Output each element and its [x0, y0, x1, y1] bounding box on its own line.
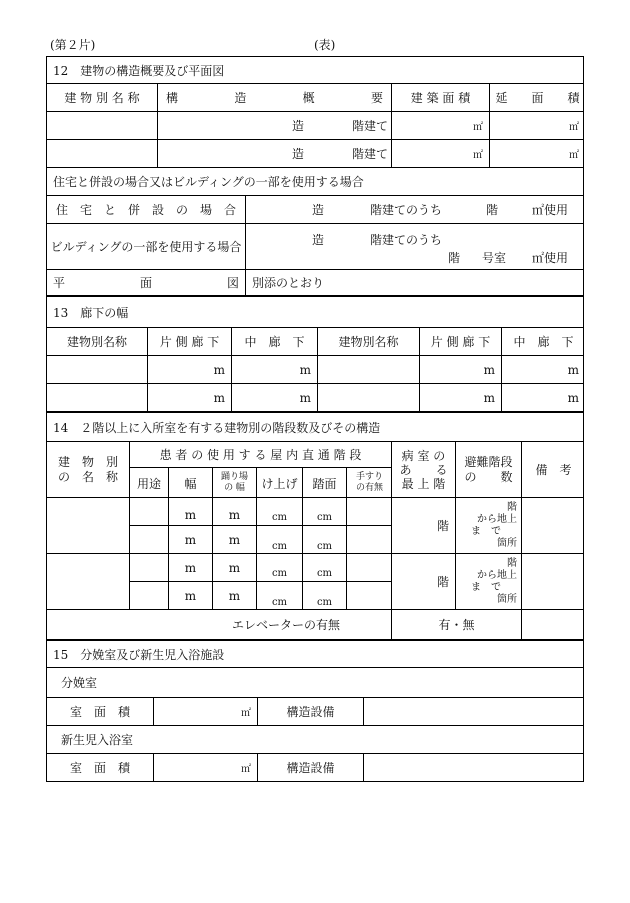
- name-field[interactable]: [317, 384, 419, 411]
- landing-b: の 幅: [224, 483, 245, 493]
- unit-m2: ㎡: [473, 150, 483, 161]
- name-field[interactable]: [47, 384, 147, 411]
- tread-field[interactable]: [302, 526, 346, 554]
- mixed-label: 住 宅 と 併 設 の 場 合: [55, 203, 236, 217]
- escape-a: 避難階段: [464, 454, 513, 469]
- handrail-b: の有無: [355, 483, 383, 493]
- width-field[interactable]: [168, 498, 212, 525]
- equipment-field[interactable]: [363, 698, 585, 725]
- zou-label: 造: [292, 147, 305, 161]
- sub-use: 用途: [136, 476, 161, 491]
- stair-subrow: [130, 554, 391, 582]
- equipment-label: 構造設備: [257, 754, 363, 781]
- landing-field[interactable]: [212, 498, 256, 525]
- riser-field[interactable]: [256, 582, 302, 610]
- s12-bldg-row: [47, 223, 583, 269]
- unit-cm: cm: [271, 512, 288, 523]
- side-field[interactable]: [147, 356, 231, 383]
- ward-b: あ る: [399, 462, 448, 477]
- floor-area-field[interactable]: [489, 140, 585, 167]
- escape-text: [471, 502, 517, 550]
- handrail-field[interactable]: [346, 498, 392, 525]
- building-name-field[interactable]: [47, 554, 129, 609]
- handrail-field[interactable]: [346, 582, 392, 610]
- stairs-fields: [129, 554, 391, 609]
- side-field[interactable]: [419, 356, 501, 383]
- building-area-field[interactable]: [391, 112, 489, 139]
- escape-count: 箇所: [497, 594, 517, 605]
- width-field[interactable]: [168, 526, 212, 554]
- section-14-table: [46, 412, 584, 640]
- col-side-left: 片 側 廊 下: [147, 328, 231, 355]
- handrail-field[interactable]: [346, 526, 392, 554]
- unit-m: m: [483, 362, 495, 377]
- unit-cm: cm: [316, 568, 333, 579]
- bldg-label: ビルディングの一部を使用する場合: [50, 240, 242, 254]
- room-area-field[interactable]: [153, 754, 257, 781]
- struct-a: 構: [166, 91, 179, 105]
- unit-m: m: [184, 508, 197, 522]
- delivery-title-row: [47, 667, 583, 697]
- col-escape: [455, 442, 521, 497]
- center-field[interactable]: [501, 356, 585, 383]
- building-name-field[interactable]: [47, 140, 157, 167]
- escape-count: 箇所: [497, 538, 517, 549]
- unit-m: m: [184, 560, 197, 575]
- col-stairs-group: [129, 442, 391, 497]
- sub-handrail: [346, 468, 392, 498]
- equipment-field[interactable]: [363, 754, 585, 781]
- col-center-left: 中 廊 下: [231, 328, 317, 355]
- structure-field[interactable]: [157, 140, 391, 167]
- landing-a: 踊り場: [220, 472, 248, 482]
- mixed-kaidate: 階建てのうち: [370, 203, 443, 217]
- escape-to: ま で: [471, 526, 501, 537]
- s12-header-row: [47, 83, 583, 111]
- s12-mixed-row: [47, 195, 583, 223]
- s13-data-row: [47, 383, 583, 411]
- escape-from: から地上: [477, 570, 517, 581]
- col-notes: 備 考: [521, 442, 585, 497]
- name-field[interactable]: [317, 356, 419, 383]
- s14-title: 14 ２階以上に入所室を有する建物別の階段数及びその構造: [53, 420, 381, 435]
- col-name-right: 建物別名称: [317, 328, 419, 355]
- newborn-title-row: [47, 725, 583, 753]
- notes-field[interactable]: [521, 498, 585, 553]
- escape-from: から地上: [477, 514, 517, 525]
- tread-field[interactable]: [302, 554, 346, 581]
- escape-field[interactable]: [455, 498, 521, 553]
- bldg-kai: 階: [448, 251, 461, 265]
- unit-m: m: [184, 533, 197, 547]
- col-name-left: 建物別名称: [66, 335, 127, 349]
- room-area-label: 室 面 積: [69, 761, 130, 775]
- center-field[interactable]: [231, 356, 317, 383]
- top-floor-field[interactable]: [391, 498, 455, 553]
- unit-m: m: [228, 508, 241, 522]
- unit-cm: cm: [271, 597, 288, 608]
- col-building-name: 建 物 別 名 称: [64, 91, 140, 105]
- s14-header-row: [47, 441, 583, 497]
- elevator-value[interactable]: 有・無: [391, 610, 521, 639]
- bldg-use: ㎡使用: [532, 251, 569, 265]
- unit-cm: cm: [271, 541, 288, 552]
- tread-field[interactable]: [302, 498, 346, 525]
- s12-title: 12 建物の構造概要及び平面図: [53, 63, 225, 78]
- notes-field[interactable]: [521, 554, 585, 609]
- unit-m: m: [299, 362, 311, 377]
- riser-field[interactable]: [256, 526, 302, 554]
- delivery-title: 分娩室: [61, 676, 98, 690]
- page-number-label: (第２片): [50, 38, 96, 52]
- bldg-field[interactable]: [245, 224, 585, 269]
- escape-b: の 数: [464, 469, 513, 484]
- sub-width: 幅: [168, 468, 212, 498]
- s15-title-row: [47, 641, 583, 667]
- escape-kai: 階: [507, 558, 517, 569]
- kaidate-label: 階建て: [352, 119, 389, 133]
- col-center-right: 中 廊 下: [501, 328, 585, 355]
- zou-label: 造: [292, 119, 305, 133]
- building-name-field[interactable]: [47, 112, 157, 139]
- col-building-area: 建 築 面 積: [391, 84, 489, 111]
- room-area-label: 室 面 積: [69, 705, 130, 719]
- center-field[interactable]: [501, 384, 585, 411]
- s12-plan-row: [47, 269, 583, 295]
- s14-elevator-row: [47, 609, 583, 639]
- landing-field[interactable]: [212, 582, 256, 610]
- width-field[interactable]: [168, 554, 212, 581]
- plan-value: 別添のとおり: [245, 270, 585, 295]
- plan-c: 図: [226, 276, 239, 290]
- sub-tread: 踏面: [302, 468, 346, 498]
- col-side-right: 片 側 廊 下: [419, 328, 501, 355]
- building-name-field[interactable]: [47, 498, 129, 553]
- s14-title-row: [47, 413, 583, 441]
- unit-m: m: [228, 533, 241, 547]
- struct-b: 造: [234, 91, 247, 105]
- delivery-row: [47, 697, 583, 725]
- handrail-a: 手すり: [355, 472, 383, 482]
- stair-subrow: [130, 526, 391, 554]
- top-floor-field[interactable]: [391, 554, 455, 609]
- section-13-table: [46, 296, 584, 412]
- bldg-zou: 造: [312, 233, 325, 247]
- struct-d: 要: [370, 91, 383, 105]
- s15-title: 15 分娩室及び新生児入浴施設: [53, 647, 225, 662]
- center-field[interactable]: [231, 384, 317, 411]
- col-structure-summary: [157, 84, 391, 111]
- name-a: 建 物 別: [57, 454, 118, 469]
- landing-field[interactable]: [212, 526, 256, 554]
- s14-group-row: [47, 553, 583, 609]
- unit-m2: ㎡: [569, 150, 579, 161]
- unit-m: m: [184, 589, 197, 603]
- side-field[interactable]: [147, 384, 231, 411]
- floor-label: 階: [436, 519, 449, 533]
- unit-m: m: [567, 390, 579, 405]
- s12-data-row: [47, 139, 583, 167]
- s14-group-row: [47, 497, 583, 553]
- s13-header-row: [47, 327, 583, 355]
- ward-a: 病 室 の: [401, 448, 446, 463]
- side-field[interactable]: [419, 384, 501, 411]
- s12-data-row: [47, 111, 583, 139]
- tread-field[interactable]: [302, 582, 346, 610]
- stair-subrow: [130, 498, 391, 526]
- escape-to: ま で: [471, 582, 501, 593]
- elevator-notes[interactable]: [521, 610, 585, 639]
- building-area-field[interactable]: [391, 140, 489, 167]
- col-ward-top: [391, 442, 455, 497]
- unit-m: m: [567, 362, 579, 377]
- col-floor-area: 延 面 積: [489, 84, 585, 111]
- plan-b: 面: [139, 276, 152, 290]
- unit-m: m: [213, 390, 225, 405]
- unit-cm: cm: [316, 512, 333, 523]
- elevator-label: エレベーターの有無: [231, 618, 340, 632]
- name-b: の 名 称: [57, 469, 118, 484]
- unit-m: m: [299, 390, 311, 405]
- mixed-field[interactable]: [245, 196, 585, 223]
- floor-label: 階: [436, 575, 449, 589]
- escape-text: [471, 558, 517, 606]
- ward-c: 最 上 階: [401, 476, 446, 491]
- bldg-kaidate: 階建てのうち: [370, 233, 443, 247]
- landing-field[interactable]: [212, 554, 256, 581]
- mixed-use-title: 住宅と併設の場合又はビルディングの一部を使用する場合: [53, 175, 364, 189]
- newborn-row: [47, 753, 583, 781]
- riser-field[interactable]: [256, 498, 302, 525]
- escape-kai: 階: [507, 502, 517, 513]
- equipment-label: 構造設備: [257, 698, 363, 725]
- unit-m: m: [483, 390, 495, 405]
- section-12-table: [46, 56, 584, 296]
- width-field[interactable]: [168, 582, 212, 610]
- unit-cm: cm: [316, 597, 333, 608]
- kaidate-label: 階建て: [352, 147, 389, 161]
- name-field[interactable]: [47, 356, 147, 383]
- riser-field[interactable]: [256, 554, 302, 581]
- s13-title: 13 廊下の幅: [53, 305, 129, 320]
- front-side-label: (表): [314, 38, 336, 52]
- section-15-table: [46, 640, 584, 782]
- s12-mixed-title-row: [47, 167, 583, 195]
- bldg-room: 号室: [482, 251, 507, 265]
- newborn-title: 新生児入浴室: [61, 733, 134, 747]
- stair-subrow: [130, 582, 391, 610]
- s13-data-row: [47, 355, 583, 383]
- unit-m: m: [228, 560, 241, 575]
- sub-riser: け上げ: [256, 468, 302, 498]
- struct-c: 概: [302, 91, 315, 105]
- mixed-use: ㎡使用: [532, 203, 569, 217]
- s13-title-row: [47, 297, 583, 327]
- unit-m: m: [213, 362, 225, 377]
- handrail-field[interactable]: [346, 554, 392, 581]
- plan-a: 平: [53, 276, 66, 290]
- mixed-zou: 造: [312, 203, 325, 217]
- sub-landing: [212, 468, 256, 498]
- escape-field[interactable]: [455, 554, 521, 609]
- unit-m: m: [228, 589, 241, 603]
- col-building-name: [47, 442, 129, 497]
- floor-area-field[interactable]: [489, 112, 585, 139]
- plan-label: [47, 270, 245, 295]
- unit-m2: ㎡: [241, 708, 251, 719]
- unit-m2: ㎡: [241, 764, 251, 775]
- unit-m2: ㎡: [569, 122, 579, 133]
- s12-title-row: [47, 57, 583, 83]
- stairs-fields: [129, 498, 391, 553]
- unit-cm: cm: [271, 568, 288, 579]
- unit-cm: cm: [316, 541, 333, 552]
- unit-m2: ㎡: [473, 122, 483, 133]
- room-area-field[interactable]: [153, 698, 257, 725]
- mixed-kai: 階: [486, 203, 499, 217]
- col-stairs: 患 者 の 使 用 す る 屋 内 直 通 階 段: [130, 442, 391, 468]
- structure-field[interactable]: [157, 112, 391, 139]
